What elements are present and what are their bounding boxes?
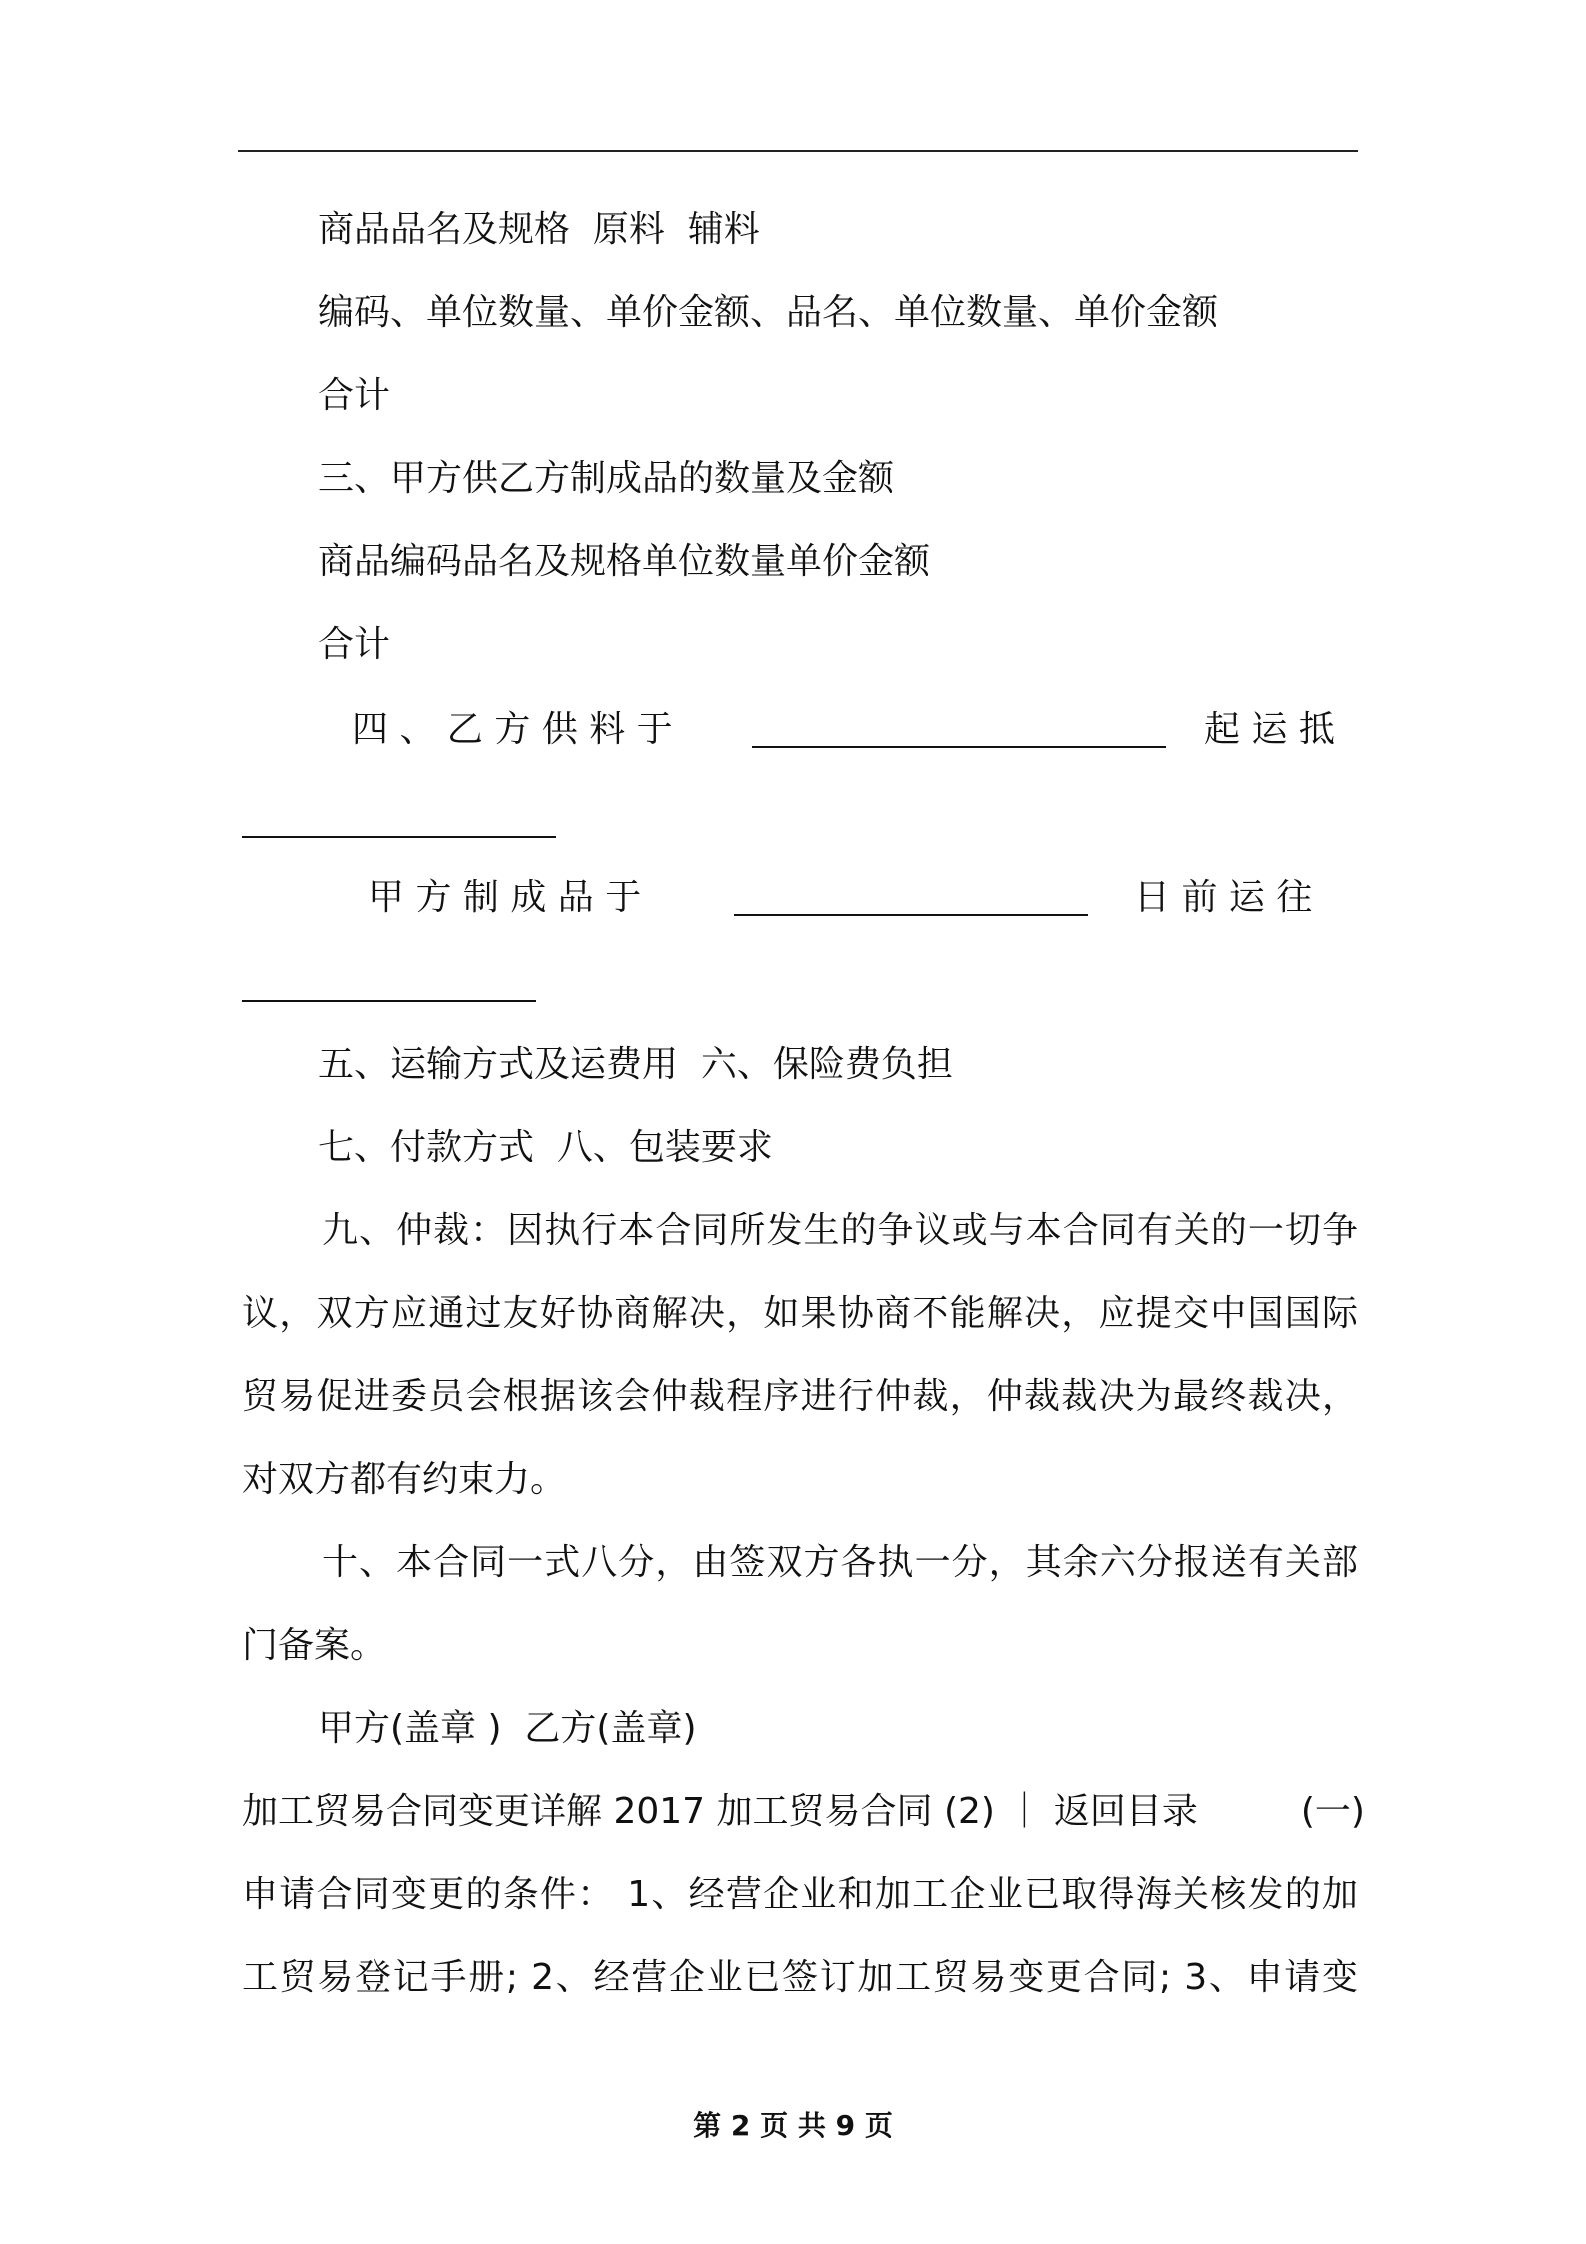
clause-10-line: 门备案。 bbox=[242, 1625, 387, 1666]
product-destination-blank bbox=[242, 970, 536, 1002]
supply-destination-blank bbox=[242, 806, 556, 838]
supply-date-blank bbox=[752, 716, 1166, 748]
signature-line: 甲方(盖章 ) 乙方(盖章) bbox=[318, 1708, 697, 1749]
text-line: 编码、单位数量、单价金额、品名、单位数量、单价金额 bbox=[318, 292, 1219, 333]
clause-4-destination-text: 起 运 抵 bbox=[1204, 709, 1335, 750]
page-number-footer: 第 2 页 共 9 页 bbox=[693, 2109, 893, 2142]
header-rule bbox=[238, 150, 1358, 152]
product-date-blank bbox=[734, 884, 1088, 916]
section-line: 加工贸易合同变更详解 2017 加工贸易合同 (2) ｜ 返回目录 (一) bbox=[242, 1791, 1365, 1832]
clause-4-supply-text: 四 、 乙 方 供 料 于 bbox=[352, 709, 673, 750]
clause-9-line: 九、仲裁：因执行本合同所发生的争议或与本合同有关的一切争 bbox=[322, 1210, 1358, 1251]
clause-9-line: 对双方都有约束力。 bbox=[242, 1459, 567, 1500]
text-line: 合计 bbox=[318, 624, 391, 665]
clause-4-product-text: 甲 方 制 成 品 于 bbox=[368, 877, 642, 918]
text-line: 七、付款方式 八、包装要求 bbox=[318, 1127, 773, 1168]
text-line: 合计 bbox=[318, 375, 391, 416]
clause-9-line: 议，双方应通过友好协商解决，如果协商不能解决，应提交中国国际 bbox=[242, 1293, 1358, 1334]
text-line: 商品品名及规格 原料 辅料 bbox=[318, 209, 760, 250]
text-line: 商品编码品名及规格单位数量单价金额 bbox=[318, 541, 931, 582]
clause-10-line: 十、本合同一式八分，由签双方各执一分，其余六分报送有关部 bbox=[322, 1542, 1358, 1583]
text-line: 五、运输方式及运费用 六、保险费负担 bbox=[318, 1044, 953, 1085]
text-line: 三、甲方供乙方制成品的数量及金额 bbox=[318, 458, 895, 499]
section-line: 申请合同变更的条件： 1、经营企业和加工企业已取得海关核发的加 bbox=[242, 1874, 1358, 1915]
clause-4-product-destination-text: 日 前 运 往 bbox=[1134, 877, 1313, 918]
clause-9-line: 贸易促进委员会根据该会仲裁程序进行仲裁，仲裁裁决为最终裁决， bbox=[242, 1376, 1358, 1417]
section-line: 工贸易登记手册; 2、经营企业已签订加工贸易变更合同; 3、申请变 bbox=[242, 1957, 1358, 1998]
